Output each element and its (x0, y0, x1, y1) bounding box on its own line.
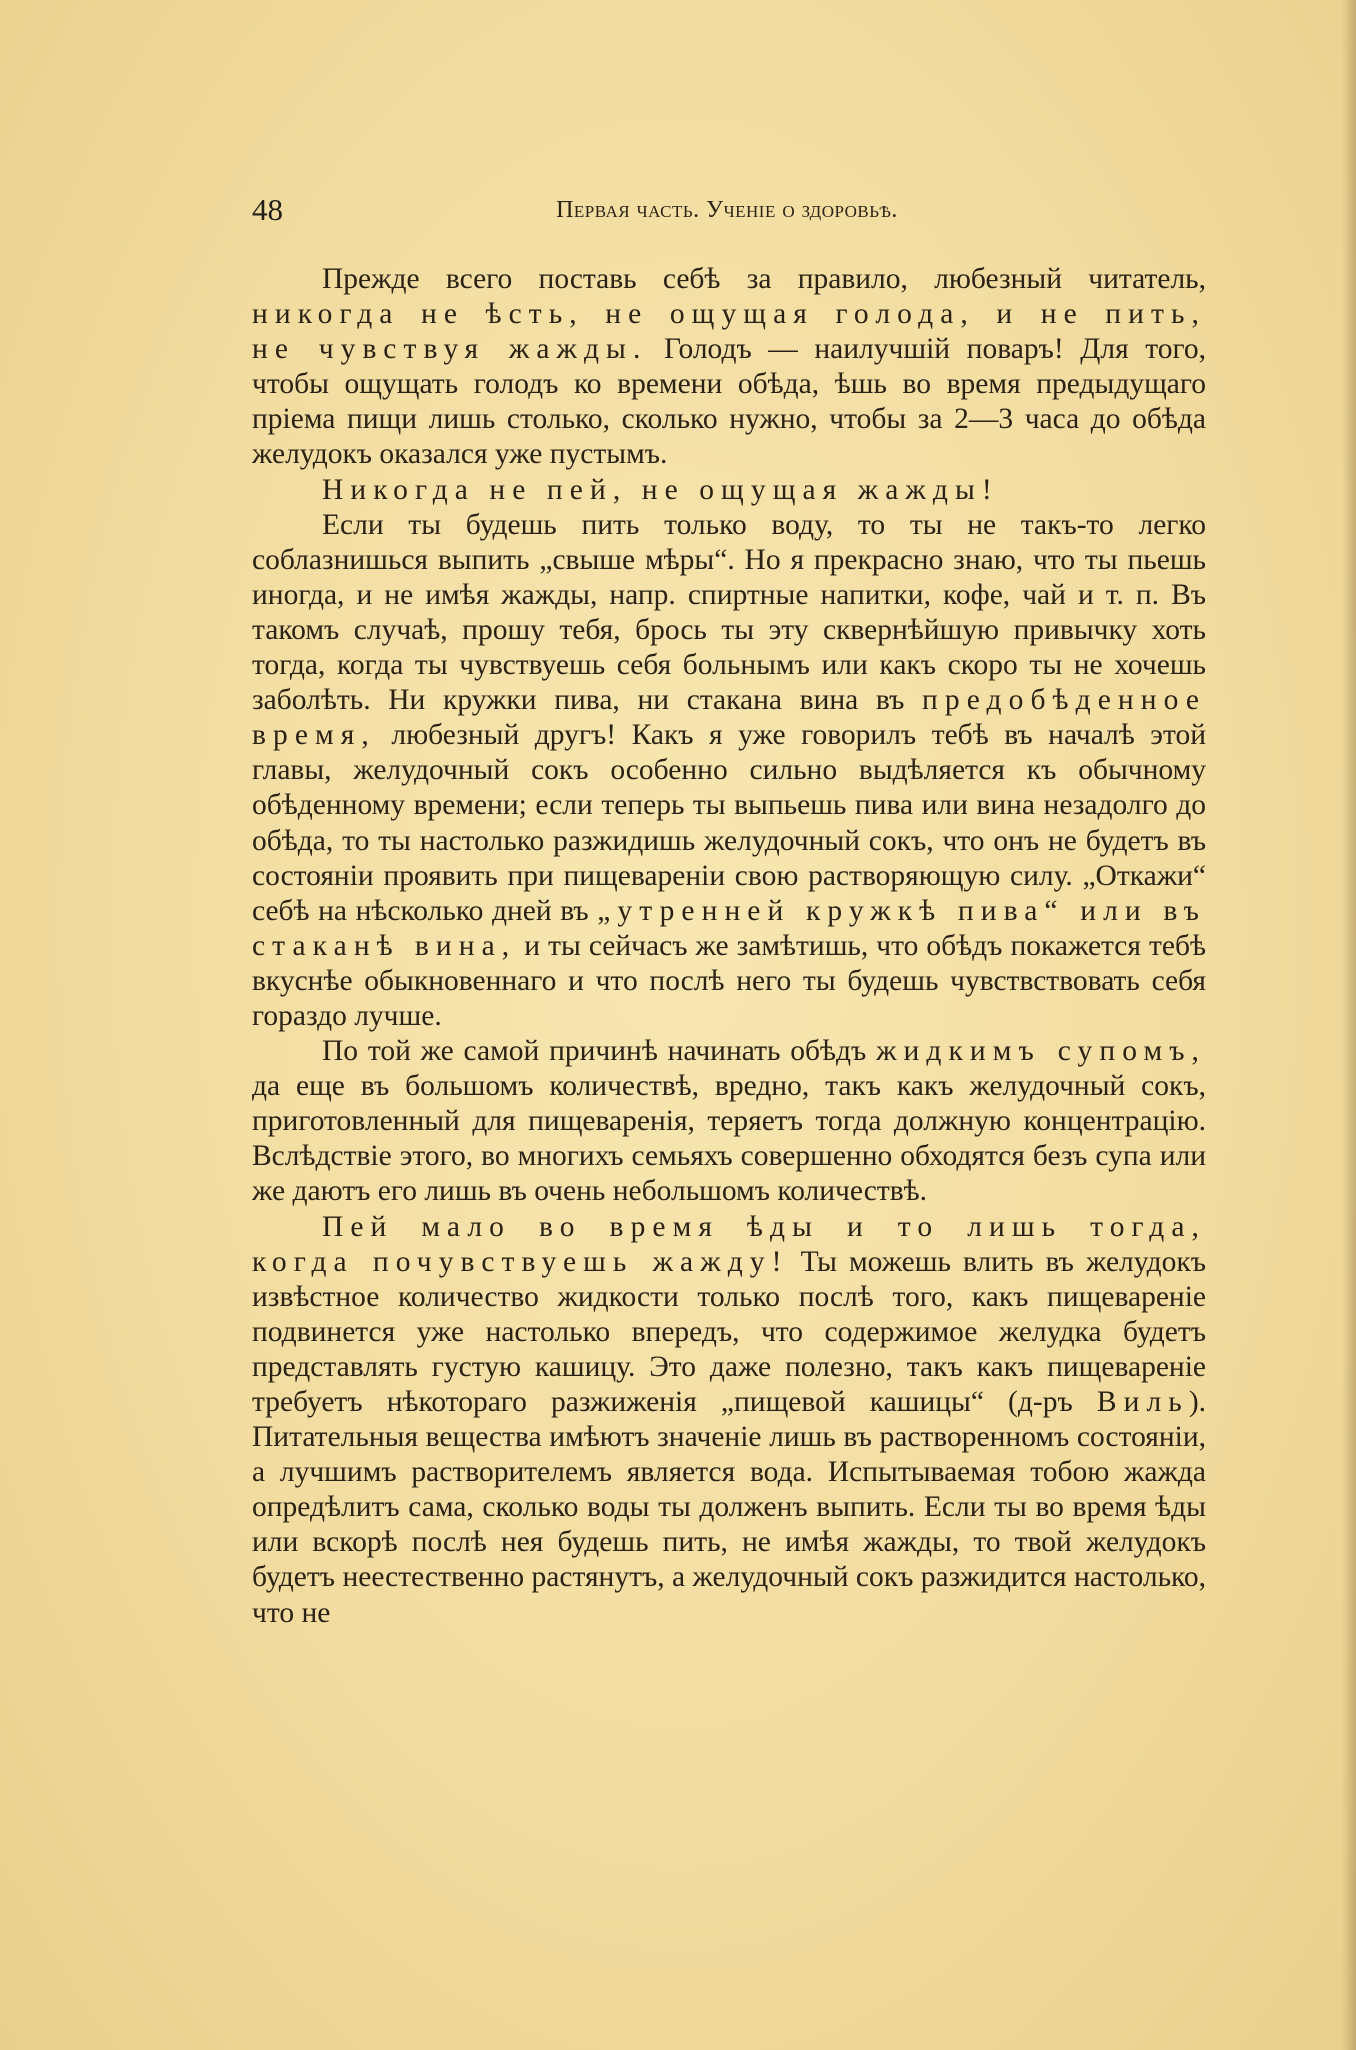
text-run: ). Питательныя вещества имѣютъ значеніе лишь въ растворенномъ состояніи, а лучшимъ растворителемъ является вода. Испытываемая тобою жажда опредѣлитъ сама, сколько воды ты долженъ выпить. Если ты во время ѣды или вскорѣ послѣ нея будешь пить, не имѣя жажды, то твой желудокъ будетъ неестественно растянутъ, а желудочный сокъ разжидится настолько, что не (252, 1386, 1207, 1629)
text-run: любезный другъ! Какъ я уже говорилъ тебѣ въ началѣ этой главы, желудочный сокъ особенно сильно выдѣляется къ обычному обѣденному времени; если теперь ты выпьешь пива или вина незадолго до обѣда, то ты настолько разжидишь желудочный сокъ, что онъ не будетъ въ состояніи проявить при пищевареніи свою растворяющую силу. „Откажи“ себѣ на нѣсколько дней въ (252, 719, 1207, 927)
page-edge-shadow (1342, 0, 1356, 2050)
spaced-text-run: предобѣденное время, (252, 684, 1206, 752)
text-run: да еще въ большомъ количествѣ, вредно, такъ какъ желудочный сокъ, приготовленный для пищеваренія, теряетъ тогда должную концентрацію. Вслѣдствіе этого, во многихъ семьяхъ совершенно обходятся безъ супа или же даютъ его лишь въ очень небольшомъ количествѣ. (252, 1070, 1206, 1208)
page-header (252, 190, 1202, 230)
text-run: Голодъ — наилучшій поваръ! Для того, чтобы ощущать голодъ ко времени обѣда, ѣшь во время предыдущаго пріема пищи лишь столько, сколько нужно, чтобы за 2—3 часа до обѣда желудокъ оказался уже пустымъ. (252, 333, 1206, 471)
paragraph-1 (252, 262, 1206, 473)
paragraph-5 (252, 1210, 1206, 1631)
spaced-text-run: Никогда не пей, не ощущая жажды! (322, 473, 999, 506)
spaced-text-run: Пей мало во время ѣды и то лишь тогда, когда почувствуешь жажду! (252, 1210, 1206, 1278)
text-run: Прежде всего поставь себѣ за правило, любезный читатель, (322, 263, 1206, 295)
spaced-text-run: никогда не ѣсть, не ощущая голода, и не пить, не чувствуя жажды. (252, 298, 1206, 366)
spaced-text-run: „утренней кружкѣ пива“ или въ стаканѣ вина, (252, 894, 1207, 962)
spaced-text-run: Виль (1096, 1386, 1189, 1418)
paragraph-2 (252, 473, 1206, 508)
text-run: Ты можешь влить въ желудокъ извѣстное количество жидкости только послѣ того, какъ пищевареніе подвинется уже настолько впередъ, что содержимое желудка будетъ представлять густую кашицу. Это даже полезно, такъ какъ пищевареніе требуетъ нѣкотораго разжиженія „пищевой кашицы“ (д-ръ (252, 1245, 1206, 1418)
body-text (252, 262, 1206, 1631)
running-title: Первая часть. Ученіе о здоровьѣ. (556, 197, 898, 223)
text-run: и ты сейчасъ же замѣтишь, что обѣдъ покажется тебѣ вкуснѣе обыкновеннаго и что послѣ него ты будешь чувствствовать себя гораздо лучше. (252, 929, 1206, 1032)
page-number: 48 (252, 192, 283, 227)
text-run: По той же самой причинѣ начинать обѣдъ (322, 1035, 867, 1068)
paragraph-3 (252, 508, 1206, 1034)
paragraph-4 (252, 1034, 1206, 1209)
text-run: Если ты будешь пить только воду, то ты не такъ-то легко соблазнишься выпить „свыше мѣры“. Но я прекрасно знаю, что ты пьешь иногда, и не имѣя жажды, напр. спиртные напитки, кофе, чай и т. п. Въ такомъ случаѣ, прошу тебя, брось ты эту сквернѣйшую привычку хоть тогда, когда ты чувствуешь себя больнымъ или какъ скоро ты не хочешь заболѣть. Ни кружки пива, ни стакана вина въ (252, 508, 1206, 717)
spaced-text-run: жидкимъ супомъ, (876, 1035, 1207, 1068)
